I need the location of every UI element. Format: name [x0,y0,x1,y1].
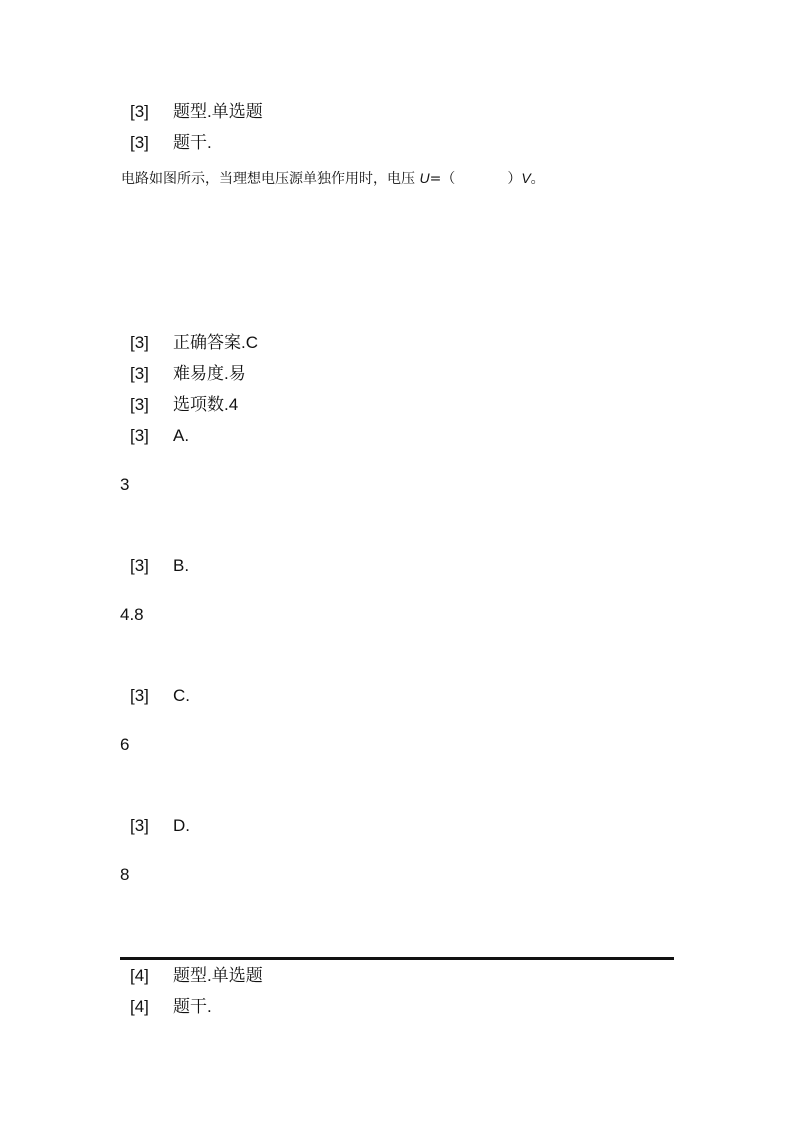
stem-var-v: V [521,170,531,186]
option-b-value: 4.8 [120,605,144,624]
stem-after: ） [507,171,522,187]
q4-stem-tag: [4] [130,997,149,1016]
stem-before: 电路如图所示，当理想电压源单独作用时，电压 [121,171,420,187]
q3-count-tag: [3] [130,395,149,414]
option-c-label: C. [173,686,190,705]
option-a-tag: [3] [130,426,149,445]
q3-difficulty-tag: [3] [130,364,149,383]
q4-type-line [130,965,263,987]
q3-type-tag: [3] [130,102,149,121]
q4-stem-heading [130,996,212,1018]
q3-type-text: 题型.单选题 [173,102,263,121]
option-d-value: 8 [120,865,130,884]
question-separator [120,957,674,960]
option-a-label: A. [173,426,190,445]
q3-answer-tag: [3] [130,333,149,352]
q3-stem-heading [130,132,212,154]
q4-type-tag: [4] [130,966,149,985]
q3-difficulty-text: 难易度.易 [173,364,246,383]
option-d-tag: [3] [130,816,149,835]
q3-answer-line [130,332,258,354]
option-b-line [130,555,189,577]
q3-stem-tag: [3] [130,133,149,152]
option-c-value: 6 [120,735,130,754]
q3-difficulty-line [130,363,246,385]
q3-option-count-line [130,394,238,416]
option-c-tag: [3] [130,686,149,705]
q3-stem-text [121,168,545,189]
option-a-line [130,425,189,447]
option-d-label: D. [173,816,190,835]
option-d-line [130,815,190,837]
option-a-value: 3 [120,475,130,494]
q4-type-text: 题型.单选题 [173,966,263,985]
q3-count-text: 选项数.4 [173,395,239,414]
option-b-tag: [3] [130,556,149,575]
stem-end: 。 [530,171,545,187]
q4-stem-label: 题干. [173,997,212,1016]
q3-type-line [130,101,263,123]
stem-var-u: U [419,170,430,186]
q3-stem-label: 题干. [173,133,212,152]
option-c-line [130,685,190,707]
option-b-label: B. [173,556,190,575]
stem-eq: =（ [429,171,456,187]
q3-answer-text: 正确答案.C [173,333,258,352]
